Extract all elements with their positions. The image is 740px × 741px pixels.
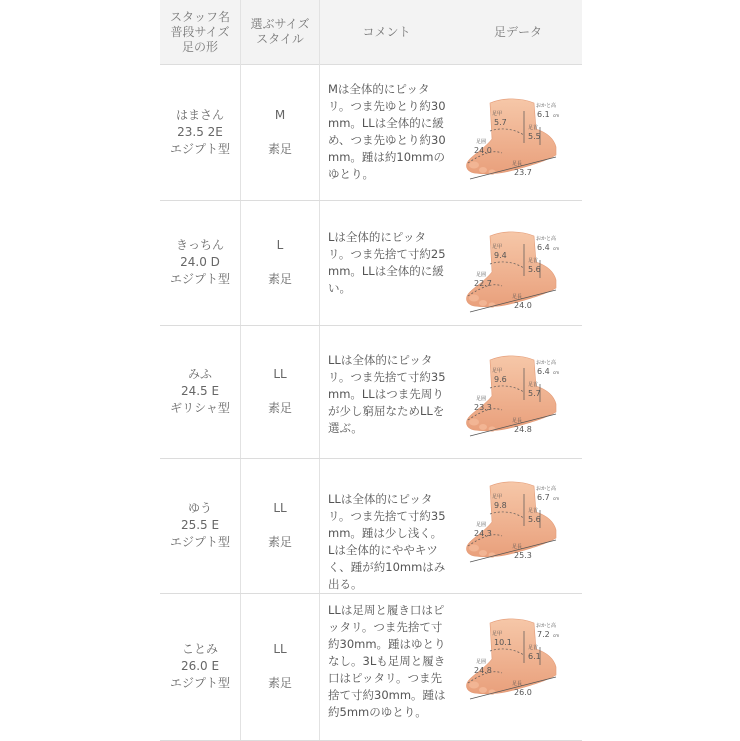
header-comment: コメント (362, 24, 411, 39)
table-row (160, 593, 582, 741)
staff-name: みふ (187, 367, 212, 381)
label-instep: 足甲 (492, 244, 503, 250)
table-row (160, 200, 582, 326)
value-instep: 5.7 (494, 118, 507, 127)
wear-style: 素足 (267, 142, 292, 156)
value-length: 26.0 (514, 688, 532, 697)
comment-text: Mは全体的にピッタリ。つま先ゆとり約30mm。LLは全体的に緩め、つま先ゆとり約30mm。踵は約10mmのゆとり。 (328, 82, 446, 181)
wear-style: 素足 (267, 272, 292, 286)
staff-name: ゆう (187, 501, 212, 515)
value-length: 24.8 (514, 425, 532, 434)
foot-illustration (460, 478, 580, 568)
usual-size: 24.5 E (180, 384, 220, 398)
header-foot-shape: 足の形 (181, 39, 218, 54)
label-girth: 足囲 (476, 272, 487, 278)
value-length: 24.0 (514, 301, 532, 310)
label-instep: 足甲 (492, 368, 503, 374)
value-girth: 24.0 (474, 146, 492, 155)
value-girth: 24.8 (474, 666, 492, 675)
unit-label: cm (553, 633, 560, 638)
value-instep: 9.6 (494, 375, 507, 384)
size-style-cell (241, 458, 319, 593)
table-row (160, 325, 582, 459)
value-toe-height: 6.4 (537, 243, 550, 252)
unit-label: cm (553, 113, 560, 118)
label-instep: 足甲 (492, 631, 503, 637)
value-heel: 5.5 (528, 132, 541, 141)
value-instep: 9.8 (494, 501, 507, 510)
size-style-cell (241, 593, 319, 740)
value-heel: 5.6 (528, 515, 541, 524)
table-row (160, 458, 582, 594)
foot-shape: エジプト型 (169, 142, 230, 156)
wear-style: 素足 (267, 535, 292, 549)
foot-diagram (460, 478, 580, 568)
foot-illustration (460, 228, 580, 318)
foot-illustration (460, 352, 580, 442)
wear-style: 素足 (267, 676, 292, 690)
label-length: 足長 (512, 544, 523, 550)
fit-table (160, 0, 582, 740)
foot-diagram (460, 615, 580, 705)
label-length: 足長 (512, 418, 523, 424)
header-style: スタイル (256, 32, 304, 46)
label-heel: 足首 (528, 508, 539, 514)
foot-illustration (460, 615, 580, 705)
usual-size: 26.0 E (180, 659, 220, 673)
foot-shape: エジプト型 (169, 535, 230, 549)
label-length: 足長 (512, 294, 523, 300)
size-style-cell (241, 325, 319, 458)
chosen-size: LL (273, 501, 287, 515)
label-length: 足長 (512, 681, 523, 687)
staff-cell (160, 200, 240, 325)
header-staff (160, 0, 240, 64)
value-girth: 24.3 (474, 529, 492, 538)
value-girth: 22.7 (474, 279, 492, 288)
table-row (160, 65, 582, 201)
label-toe-height: おかと高 (536, 623, 557, 629)
usual-size: 25.5 E (180, 518, 220, 532)
chosen-size: LL (273, 367, 287, 381)
unit-label: cm (553, 496, 560, 501)
unit-label: cm (553, 370, 560, 375)
staff-name: きっちん (175, 238, 224, 252)
unit-label: cm (553, 246, 560, 251)
label-girth: 足囲 (476, 659, 487, 665)
value-heel: 6.1 (528, 652, 541, 661)
value-toe-height: 6.1 (537, 110, 550, 119)
value-toe-height: 6.4 (537, 367, 550, 376)
chosen-size: LL (273, 642, 287, 656)
foot-illustration (460, 95, 580, 185)
label-instep: 足甲 (492, 494, 503, 500)
usual-size: 24.0 D (180, 255, 220, 269)
header-chosen-size: 選ぶサイズ (250, 17, 310, 31)
table-header (160, 0, 582, 65)
label-heel: 足首 (528, 645, 539, 651)
label-heel: 足首 (528, 258, 539, 264)
comment-text: LLは足周と履き口はピッタリ。つま先捨て寸約30mm。踵はゆとりなし。3Lも足周と履き口はピッタリ。つま先捨て寸約30mm。踵は約5mmのゆとり。 (328, 603, 446, 719)
header-foot-data: 足データ (493, 24, 542, 39)
comment-text: Lは全体的にピッタリ。つま先捨て寸約25mm。LLは全体的に緩い。 (328, 230, 446, 295)
value-instep: 9.4 (494, 251, 507, 260)
value-girth: 23.3 (474, 403, 492, 412)
value-length: 23.7 (514, 168, 532, 177)
label-heel: 足首 (528, 382, 539, 388)
value-toe-height: 7.2 (537, 630, 550, 639)
value-heel: 5.7 (528, 389, 541, 398)
foot-diagram (460, 352, 580, 442)
wear-style: 素足 (267, 401, 292, 415)
foot-diagram (460, 95, 580, 185)
foot-shape: ギリシャ型 (170, 401, 230, 415)
staff-name: はまさん (175, 108, 224, 122)
label-heel: 足首 (528, 125, 539, 131)
foot-shape: エジプト型 (169, 272, 230, 286)
usual-size: 23.5 2E (177, 125, 223, 139)
label-toe-height: おかと高 (536, 236, 557, 242)
value-heel: 5.6 (528, 265, 541, 274)
value-length: 25.3 (514, 551, 532, 560)
label-instep: 足甲 (492, 111, 503, 117)
staff-cell (160, 325, 240, 458)
value-instep: 10.1 (494, 638, 512, 647)
comment-text: LLは全体的にピッタリ。つま先捨て寸約35mm。LLはつま先周りが少し窮屈なためLLを選ぶ。 (328, 353, 446, 435)
staff-cell (160, 458, 240, 593)
label-toe-height: おかと高 (536, 486, 557, 492)
header-size-style (241, 0, 319, 64)
value-toe-height: 6.7 (537, 493, 550, 502)
comment-text: LLは全体的にピッタリ。つま先捨て寸約35mm。踵は少し浅く。Lは全体的にややキツく、踵が約10mmはみ出る。 (328, 492, 446, 591)
foot-shape: エジプト型 (169, 676, 230, 690)
header-staff-name: スタッフ名 (169, 9, 230, 24)
size-style-cell (241, 200, 319, 325)
label-toe-height: おかと高 (536, 360, 557, 366)
staff-name: ことみ (181, 642, 218, 656)
label-length: 足長 (512, 161, 523, 167)
chosen-size: L (276, 238, 284, 252)
staff-cell (160, 593, 240, 740)
label-toe-height: おかと高 (536, 103, 557, 109)
label-girth: 足囲 (476, 396, 487, 402)
chosen-size: M (274, 108, 286, 122)
foot-diagram (460, 228, 580, 318)
staff-cell (160, 65, 240, 200)
header-usual-size: 普段サイズ (170, 24, 230, 39)
label-girth: 足囲 (476, 139, 487, 145)
size-style-cell (241, 65, 319, 200)
label-girth: 足囲 (476, 522, 487, 528)
